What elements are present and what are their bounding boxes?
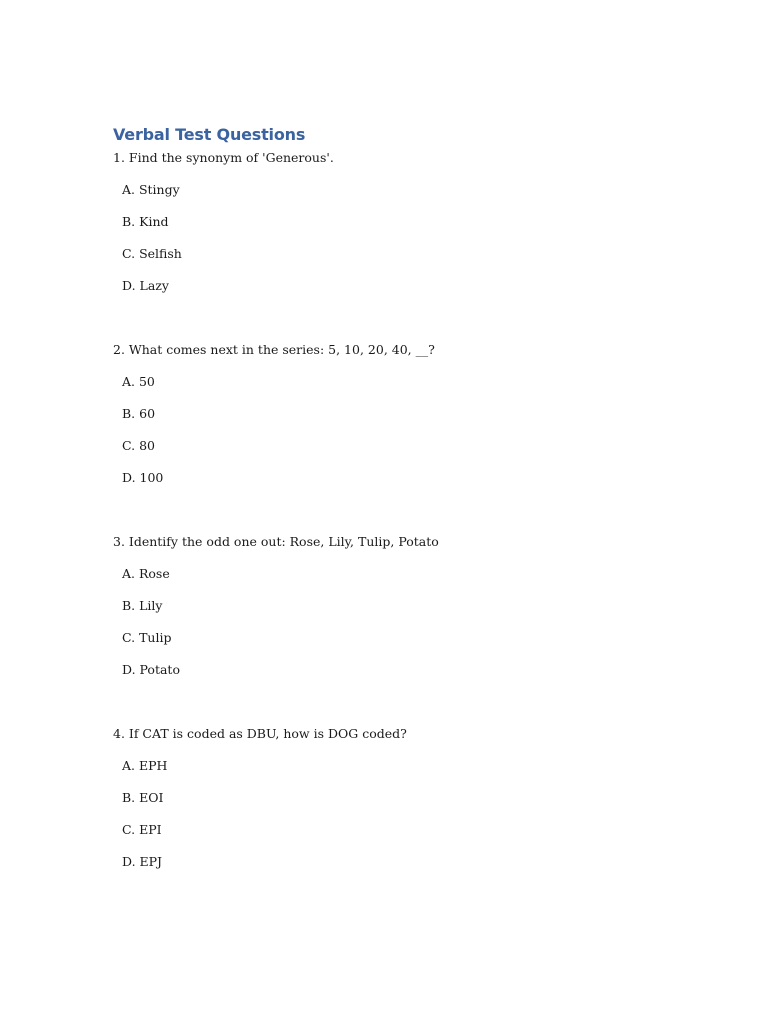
question-1: [113, 150, 673, 294]
option-d: D. EPJ: [122, 854, 163, 869]
question-text: 4. If CAT is coded as DBU, how is DOG coded?: [113, 726, 407, 741]
option-b: B. Kind: [122, 214, 169, 229]
answer-options: [113, 182, 673, 294]
option-b: B. EOI: [122, 790, 164, 805]
option-a: A. 50: [122, 374, 155, 389]
answer-options: [113, 374, 673, 486]
option-a: A. EPH: [122, 758, 168, 773]
option-c: C. EPI: [122, 822, 162, 837]
question-text: 2. What comes next in the series: 5, 10, 20, 40, __?: [113, 342, 435, 357]
option-d: D. 100: [122, 470, 164, 485]
option-d: D. Potato: [122, 662, 180, 677]
document-title: Verbal Test Questions: [113, 125, 306, 144]
question-2: [113, 342, 673, 486]
option-a: A. Stingy: [122, 182, 180, 197]
option-b: B. Lily: [122, 598, 163, 613]
option-a: A. Rose: [122, 566, 170, 581]
option-c: C. Tulip: [122, 630, 172, 645]
question-3: [113, 534, 673, 678]
answer-options: [113, 566, 673, 678]
option-c: C. 80: [122, 438, 155, 453]
option-d: D. Lazy: [122, 278, 169, 293]
question-4: [113, 726, 673, 870]
answer-options: [113, 758, 673, 870]
option-b: B. 60: [122, 406, 156, 421]
question-text: 1. Find the synonym of 'Generous'.: [113, 150, 334, 165]
question-text: 3. Identify the odd one out: Rose, Lily, Tulip, Potato: [113, 534, 439, 549]
option-c: C. Selfish: [122, 246, 182, 261]
